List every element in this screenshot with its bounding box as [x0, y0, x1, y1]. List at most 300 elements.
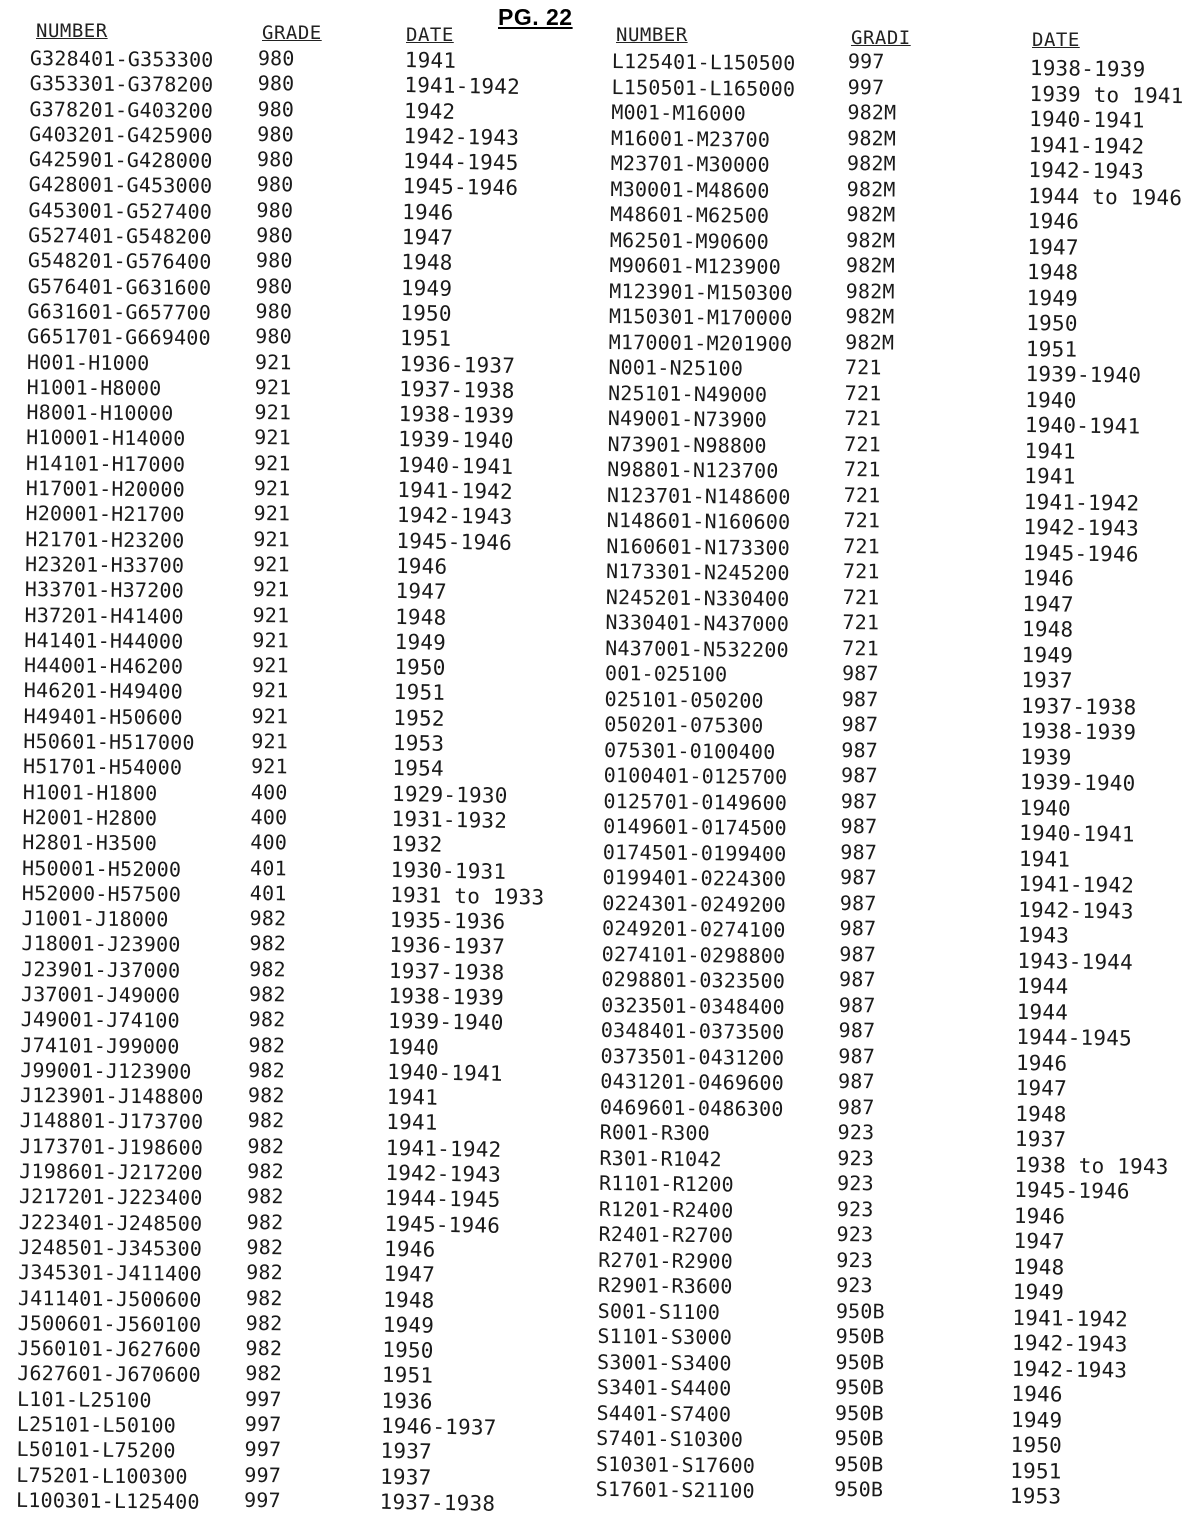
right-date-cell: 1944 to 1946 [1027, 183, 1183, 210]
right-grade-cell: 923 [836, 1170, 874, 1196]
left-number-cell: H20001-H21700 [25, 501, 185, 527]
right-date-cell: 1942-1943 [1011, 1330, 1128, 1357]
left-date-cell: 1948 [382, 1287, 435, 1313]
right-number-cell: 075301-0100400 [603, 737, 776, 764]
right-number-cell: M170001-M201900 [608, 329, 793, 356]
right-grade-cell: 721 [843, 456, 881, 482]
left-date-cell: 1949 [382, 1312, 435, 1338]
right-number-cell: 0298801-0323500 [601, 966, 786, 994]
right-date-column [1010, 56, 1184, 1512]
right-date-cell: 1947 [1022, 591, 1074, 617]
left-date-cell: 1939-1940 [397, 427, 514, 454]
right-date-cell: 1941-1942 [1028, 132, 1145, 159]
left-number-cell: G631601-G657700 [27, 298, 212, 325]
left-header-grade: GRADE [262, 22, 322, 44]
right-date-cell: 1942-1943 [1017, 897, 1134, 924]
left-date-cell: 1951 [381, 1363, 434, 1389]
left-grade-cell: 982 [246, 1260, 284, 1285]
page-label: PG. 22 [498, 4, 573, 30]
left-number-cell: G453001-G527400 [28, 197, 213, 224]
right-date-cell: 1942-1943 [1028, 157, 1145, 184]
left-date-cell: 1935-1936 [389, 907, 506, 934]
left-date-cell: 1954 [392, 756, 445, 782]
right-date-cell: 1940 [1025, 387, 1077, 413]
left-date-cell: 1949 [394, 629, 447, 655]
right-number-cell: 0224301-0249200 [602, 890, 787, 917]
left-grade-cell: 921 [253, 526, 291, 551]
right-header-date: DATE [1032, 29, 1080, 51]
right-date-cell: 1937 [1014, 1126, 1067, 1152]
left-grade-cell: 997 [244, 1437, 282, 1462]
left-grade-cell: 921 [253, 476, 291, 501]
right-date-cell: 1942-1943 [1023, 514, 1140, 541]
right-grade-cell: 950B [835, 1323, 885, 1349]
right-number-cell: L150501-L165000 [611, 74, 796, 101]
right-date-cell: 1938 to 1943 [1014, 1152, 1169, 1179]
left-grade-cell: 982 [245, 1336, 283, 1361]
left-date-cell: 1953 [392, 730, 445, 756]
left-number-cell: H49401-H50600 [23, 703, 183, 730]
left-grade-cell: 401 [249, 880, 287, 906]
left-grade-cell: 980 [256, 223, 294, 248]
left-number-cell: H50001-H52000 [21, 855, 182, 881]
right-grade-cell: 987 [841, 686, 879, 711]
right-grade-cell: 987 [838, 1017, 876, 1043]
left-grade-cell: 982 [249, 906, 287, 931]
right-date-cell: 1948 [1015, 1101, 1067, 1127]
right-grade-cell: 987 [839, 941, 877, 966]
right-grade-cell: 950B [834, 1476, 884, 1502]
left-grade-cell: 921 [254, 349, 292, 374]
left-number-cell: J500601-J560100 [17, 1310, 202, 1337]
right-date-cell: 1949 [1026, 285, 1079, 311]
right-number-cell: R2901-R3600 [597, 1272, 733, 1299]
left-grade-cell: 997 [243, 1487, 281, 1513]
left-number-cell: G651701-G669400 [27, 324, 211, 351]
left-grade-cell: 980 [257, 46, 295, 71]
right-number-cell: S10301-S17600 [595, 1451, 756, 1478]
right-grade-cell: 987 [840, 813, 878, 839]
left-date-cell: 1952 [393, 705, 445, 731]
left-grade-cell: 401 [249, 855, 287, 880]
left-date-cell: 1936-1937 [389, 933, 506, 960]
left-number-cell: H23201-H33700 [24, 551, 185, 578]
left-date-cell: 1946-1937 [380, 1413, 497, 1440]
right-date-cell: 1940-1941 [1018, 820, 1135, 847]
right-grade-cell: 950B [834, 1425, 884, 1451]
right-number-cell: M90601-M123900 [609, 252, 782, 279]
right-grade-cell: 987 [840, 762, 878, 788]
left-number-cell: H10001-H14000 [26, 425, 186, 451]
left-grade-cell: 982 [249, 931, 287, 956]
right-number-cell: S3401-S4400 [596, 1374, 732, 1401]
left-number-cell: G403201-G425900 [29, 121, 213, 148]
left-number-cell: H2801-H3500 [22, 830, 158, 856]
left-grade-cell: 982 [247, 1133, 285, 1159]
right-grade-cell: 982M [847, 125, 897, 150]
left-number-cell: G425901-G428000 [28, 147, 213, 173]
left-grade-cell: 982 [248, 1007, 286, 1032]
right-date-cell: 1943 [1017, 922, 1070, 948]
right-grade-cell: 997 [847, 74, 885, 99]
left-date-cell: 1950 [382, 1337, 434, 1363]
right-grade-cell: 721 [843, 533, 881, 558]
right-number-cell: M16001-M23700 [610, 125, 771, 152]
right-date-cell: 1939 to 1941 [1029, 81, 1184, 108]
right-date-cell: 1949 [1012, 1279, 1065, 1305]
right-grade-cell: 950B [834, 1451, 884, 1476]
right-date-cell: 1947 [1015, 1075, 1068, 1101]
right-grade-cell: 721 [844, 431, 882, 456]
left-date-cell: 1950 [400, 300, 452, 326]
right-number-cell: N160601-N173300 [606, 533, 791, 560]
right-grade-cell: 950B [834, 1400, 884, 1425]
left-grade-cell: 982 [245, 1361, 283, 1386]
left-date-cell: 1940-1941 [397, 452, 514, 479]
right-number-cell: N49001-N73900 [607, 405, 768, 432]
left-date-cell: 1941-1942 [385, 1135, 502, 1162]
left-number-cell: H17001-H20000 [25, 476, 186, 502]
left-date-cell: 1946 [401, 199, 454, 225]
right-number-cell: S4401-S7400 [596, 1400, 732, 1426]
right-number-cell: M23701-M30000 [610, 150, 770, 177]
right-number-cell: S17601-S21100 [595, 1476, 755, 1503]
right-number-cell: 050201-075300 [604, 711, 764, 738]
right-date-cell: 1938-1939 [1029, 56, 1146, 82]
left-date-cell: 1930-1931 [390, 857, 507, 884]
left-number-cell: J198601-J217200 [19, 1159, 203, 1185]
left-number-cell: G428001-G453000 [28, 172, 213, 199]
right-number-cell: R1101-R1200 [598, 1170, 734, 1197]
right-date-cell: 1945-1946 [1013, 1177, 1130, 1204]
left-number-cell: H8001-H10000 [26, 400, 174, 426]
left-date-cell: 1940 [387, 1034, 440, 1060]
left-number-cell: L50101-L75200 [16, 1437, 176, 1463]
right-number-cell: 0373501-0431200 [600, 1043, 785, 1070]
right-date-cell: 1941-1942 [1023, 489, 1140, 516]
left-date-cell: 1949 [400, 275, 453, 301]
right-date-cell: 1951 [1025, 336, 1078, 362]
right-number-cell: M150301-M170000 [608, 303, 793, 331]
right-grade-cell: 987 [840, 839, 878, 864]
right-number-cell: 0100401-0125700 [603, 762, 788, 790]
right-grade-cell: 982M [845, 329, 895, 354]
left-number-cell: H33701-H37200 [24, 577, 185, 603]
left-grade-cell: 982 [247, 1108, 285, 1133]
right-date-cell: 1949 [1021, 642, 1074, 668]
left-grade-cell: 400 [250, 804, 288, 830]
left-grade-cell: 921 [250, 754, 288, 779]
right-number-cell: 0469601-0486300 [599, 1094, 784, 1121]
left-date-cell: 1936 [381, 1388, 433, 1414]
right-number-cell: 0125701-0149600 [603, 788, 788, 815]
left-grade-cell: 921 [251, 703, 289, 729]
left-date-cell: 1937 [380, 1439, 433, 1465]
right-number-cell: N98801-N123700 [607, 456, 779, 483]
right-grade-cell: 982M [845, 303, 895, 329]
right-date-cell: 1948 [1012, 1254, 1065, 1280]
left-grade-cell: 982 [248, 1057, 286, 1083]
right-grade-cell: 923 [836, 1221, 874, 1247]
right-number-cell: 0323501-0348400 [601, 992, 785, 1019]
left-number-cell: G576401-G631600 [27, 273, 212, 300]
left-number-cell: G527401-G548200 [28, 223, 212, 249]
right-date-cell: 1938-1939 [1020, 718, 1137, 745]
left-grade-cell: 980 [255, 248, 293, 273]
right-number-cell: S7401-S10300 [596, 1425, 744, 1452]
right-number-cell: N437001-N532200 [605, 635, 789, 662]
right-date-cell: 1944 [1016, 973, 1069, 999]
right-date-cell: 1941-1942 [1018, 871, 1135, 898]
left-date-cell: 1951 [399, 326, 452, 352]
right-grade-cell: 987 [837, 1094, 875, 1119]
right-number-cell: N25101-N49000 [607, 380, 768, 407]
right-grade-cell: 987 [841, 660, 879, 686]
right-header-number: NUMBER [616, 24, 688, 46]
left-number-cell: H51701-H54000 [22, 754, 183, 780]
right-grade-cell: 721 [843, 507, 881, 533]
left-date-cell: 1938-1939 [398, 402, 515, 429]
left-grade-cell: 982 [248, 1032, 286, 1057]
right-grade-column [834, 49, 897, 1503]
right-number-cell: 0348401-0373500 [600, 1017, 785, 1045]
left-number-cell: J1001-J18000 [21, 906, 169, 932]
right-number-cell: S001-S1100 [597, 1298, 721, 1324]
left-number-cell: J217201-J223400 [18, 1184, 203, 1211]
left-grade-cell: 980 [256, 172, 294, 197]
right-date-cell: 1941-1942 [1012, 1305, 1129, 1331]
right-number-cell: M48601-M62500 [609, 201, 770, 228]
left-date-cell: 1950 [393, 655, 446, 680]
left-number-cell: J345301-J411400 [18, 1260, 202, 1286]
right-number-cell: 0174501-0199400 [602, 839, 787, 866]
right-number-cell: M30001-M48600 [610, 176, 770, 203]
right-grade-cell: 721 [842, 609, 880, 635]
right-number-cell: M123901-M150300 [609, 278, 794, 305]
right-date-cell: 1949 [1010, 1407, 1063, 1433]
left-number-cell: J18001-J23900 [21, 931, 181, 957]
left-grade-cell: 997 [244, 1411, 282, 1437]
right-grade-cell: 721 [842, 558, 880, 584]
left-grade-cell: 400 [250, 779, 288, 804]
left-grade-cell: 982 [249, 956, 286, 981]
left-number-cell: H50601-H517000 [23, 728, 195, 755]
left-date-cell: 1932 [390, 832, 443, 857]
left-number-cell: H37201-H41400 [24, 602, 184, 629]
left-date-cell: 1945-1946 [402, 174, 519, 201]
left-grade-cell: 982 [248, 981, 286, 1007]
right-grade-cell: 950B [835, 1374, 885, 1400]
right-grade-cell: 982M [846, 150, 896, 176]
left-number-cell: L100301-L125400 [15, 1487, 200, 1514]
right-date-cell: 1937 [1021, 667, 1073, 693]
left-number-cell: J37001-J49000 [20, 981, 181, 1008]
left-date-cell: 1937 [379, 1464, 432, 1490]
right-number-cell: 001-025100 [604, 660, 728, 687]
left-date-cell: 1941-1942 [404, 73, 521, 100]
left-date-cell: 1937-1938 [379, 1489, 496, 1516]
left-number-cell: J74101-J99000 [20, 1032, 180, 1059]
left-date-cell: 1945-1946 [396, 528, 513, 555]
left-grade-cell: 921 [251, 678, 289, 703]
right-date-cell: 1940-1941 [1028, 106, 1145, 133]
left-number-cell: G353301-G378200 [29, 71, 214, 98]
right-number-cell: N330401-N437000 [605, 609, 790, 637]
left-date-cell: 1946 [395, 553, 448, 579]
left-date-cell: 1948 [401, 250, 453, 276]
right-grade-cell: 997 [847, 49, 885, 74]
left-date-cell: 1942-1943 [396, 503, 513, 530]
left-header-date: DATE [406, 24, 454, 46]
right-date-cell: 1945-1946 [1022, 540, 1139, 567]
right-date-cell: 1946 [1013, 1203, 1066, 1229]
left-grade-cell: 980 [255, 324, 293, 349]
left-date-cell: 1929-1930 [391, 781, 508, 808]
right-grade-cell: 721 [844, 405, 882, 431]
right-grade-cell: 923 [836, 1247, 874, 1272]
left-date-cell: 1939-1940 [387, 1009, 504, 1036]
right-date-cell: 1950 [1026, 310, 1078, 336]
right-grade-cell: 987 [840, 788, 878, 813]
right-number-cell: 0274101-0298800 [601, 941, 786, 968]
right-number-cell: N148601-N160600 [606, 507, 791, 535]
right-date-cell: 1946 [1027, 208, 1080, 234]
right-grade-cell: 987 [838, 1043, 876, 1068]
left-number-cell: L75201-L100300 [16, 1462, 188, 1489]
right-number-cell: S3001-S3400 [596, 1349, 732, 1375]
left-number-cell: J173701-J198600 [19, 1133, 204, 1160]
left-date-cell: 1946 [383, 1236, 436, 1262]
left-number-cell: J148801-J173700 [19, 1108, 204, 1135]
right-number-cell: R301-R1042 [599, 1145, 722, 1171]
left-date-cell: 1944-1945 [384, 1186, 501, 1213]
right-date-cell: 1950 [1010, 1432, 1063, 1458]
left-grade-cell: 921 [252, 551, 290, 577]
left-grade-cell: 921 [254, 400, 292, 425]
right-date-cell: 1941 [1024, 438, 1077, 464]
left-date-cell: 1948 [394, 604, 447, 630]
right-date-cell: 1939-1940 [1025, 361, 1142, 388]
right-date-cell: 1939 [1020, 744, 1072, 770]
left-number-cell: H001-H1000 [26, 349, 150, 375]
right-number-cell: 0149601-0174500 [603, 813, 787, 841]
right-number-cell: M62501-M90600 [609, 227, 770, 254]
left-date-cell: 1940-1941 [386, 1059, 503, 1086]
left-date-cell: 1942 [403, 98, 456, 124]
left-grade-cell: 921 [253, 501, 291, 526]
right-grade-cell: 721 [842, 584, 880, 609]
left-number-cell: H41401-H44000 [24, 627, 184, 654]
right-date-cell: 1953 [1009, 1483, 1062, 1509]
right-grade-cell: 950B [835, 1298, 885, 1323]
left-number-cell: H1001-H8000 [26, 374, 162, 401]
right-grade-cell: 721 [844, 380, 882, 405]
left-grade-cell: 921 [251, 728, 289, 754]
left-date-cell: 1945-1946 [384, 1211, 501, 1238]
left-date-cell: 1937-1938 [398, 376, 515, 403]
left-date-cell: 1947 [383, 1262, 436, 1287]
left-date-cell: 1947 [395, 579, 448, 605]
left-grade-cell: 982 [245, 1310, 283, 1336]
left-date-cell: 1944-1945 [402, 149, 519, 176]
right-number-cell: S1101-S3000 [597, 1323, 733, 1350]
left-grade-cell: 982 [247, 1083, 285, 1108]
right-grade-cell: 987 [839, 864, 877, 890]
right-grade-cell: 987 [838, 966, 876, 992]
left-date-cell: 1947 [401, 225, 454, 250]
left-date-cell: 1937-1938 [388, 958, 505, 985]
right-number-cell: L125401-L150500 [611, 49, 796, 76]
left-grade-column [244, 46, 295, 1514]
right-grade-cell: 721 [842, 635, 880, 660]
right-number-cell: 0199401-0224300 [602, 864, 787, 892]
right-date-cell: 1941 [1018, 846, 1071, 872]
left-number-cell: G378201-G403200 [29, 96, 214, 123]
right-number-column [596, 49, 796, 1504]
right-number-cell: R2401-R2700 [598, 1221, 734, 1248]
left-grade-cell: 921 [254, 425, 292, 450]
left-number-cell: H14101-H17000 [25, 450, 186, 477]
left-number-cell: H46201-H49400 [23, 678, 184, 704]
right-date-cell: 1939-1940 [1019, 769, 1136, 796]
right-date-cell: 1947 [1027, 234, 1079, 260]
left-number-cell: J123901-J148800 [19, 1083, 204, 1109]
left-number-cell: J23901-J37000 [21, 956, 181, 983]
right-grade-cell: 987 [839, 915, 877, 941]
left-grade-cell: 982 [245, 1285, 283, 1310]
right-grade-cell: 982M [846, 201, 896, 227]
left-grade-cell: 997 [244, 1386, 282, 1412]
left-number-cell: J223401-J248500 [18, 1209, 203, 1236]
right-grade-cell: 982M [846, 227, 896, 252]
right-date-cell: 1947 [1013, 1228, 1065, 1254]
right-number-cell: N73901-N98800 [607, 431, 767, 458]
left-grade-cell: 980 [257, 121, 295, 147]
right-date-cell: 1943-1944 [1017, 948, 1134, 975]
right-number-cell: R1201-R2400 [598, 1196, 734, 1222]
right-date-cell: 1941 [1023, 463, 1076, 489]
right-number-cell: R2701-R2900 [598, 1247, 734, 1273]
right-header-grade: GRADI [851, 27, 911, 49]
left-number-cell: J99001-J123900 [20, 1057, 192, 1084]
left-number-cell: J411401-J500600 [17, 1285, 202, 1312]
right-grade-cell: 923 [837, 1119, 875, 1145]
left-date-cell: 1938-1939 [388, 983, 505, 1010]
right-grade-cell: 987 [841, 711, 879, 737]
right-number-cell: N173301-N245200 [605, 558, 790, 586]
left-grade-cell: 980 [256, 197, 294, 223]
left-number-cell: H1001-H1800 [22, 779, 158, 805]
left-number-cell: J248501-J345300 [18, 1234, 203, 1261]
left-date-cell: 1941 [386, 1085, 439, 1110]
right-grade-cell: 721 [844, 354, 882, 380]
left-number-column [16, 46, 214, 1515]
left-date-cell: 1931 to 1933 [390, 882, 545, 910]
right-grade-cell: 982M [847, 99, 897, 125]
right-date-cell: 1937-1938 [1020, 693, 1137, 720]
left-number-cell: L101-L25100 [16, 1386, 152, 1412]
right-date-cell: 1948 [1021, 616, 1074, 642]
left-header-number: NUMBER [36, 20, 108, 42]
left-number-cell: J560101-J627600 [17, 1336, 202, 1362]
left-grade-cell: 997 [244, 1462, 282, 1487]
right-number-cell: R001-R300 [599, 1119, 711, 1146]
right-number-cell: 0431201-0469600 [600, 1068, 785, 1096]
right-number-cell: N245201-N330400 [605, 584, 790, 611]
left-grade-cell: 980 [257, 71, 295, 96]
right-grade-cell: 987 [838, 992, 876, 1017]
left-date-cell: 1941 [404, 48, 457, 73]
